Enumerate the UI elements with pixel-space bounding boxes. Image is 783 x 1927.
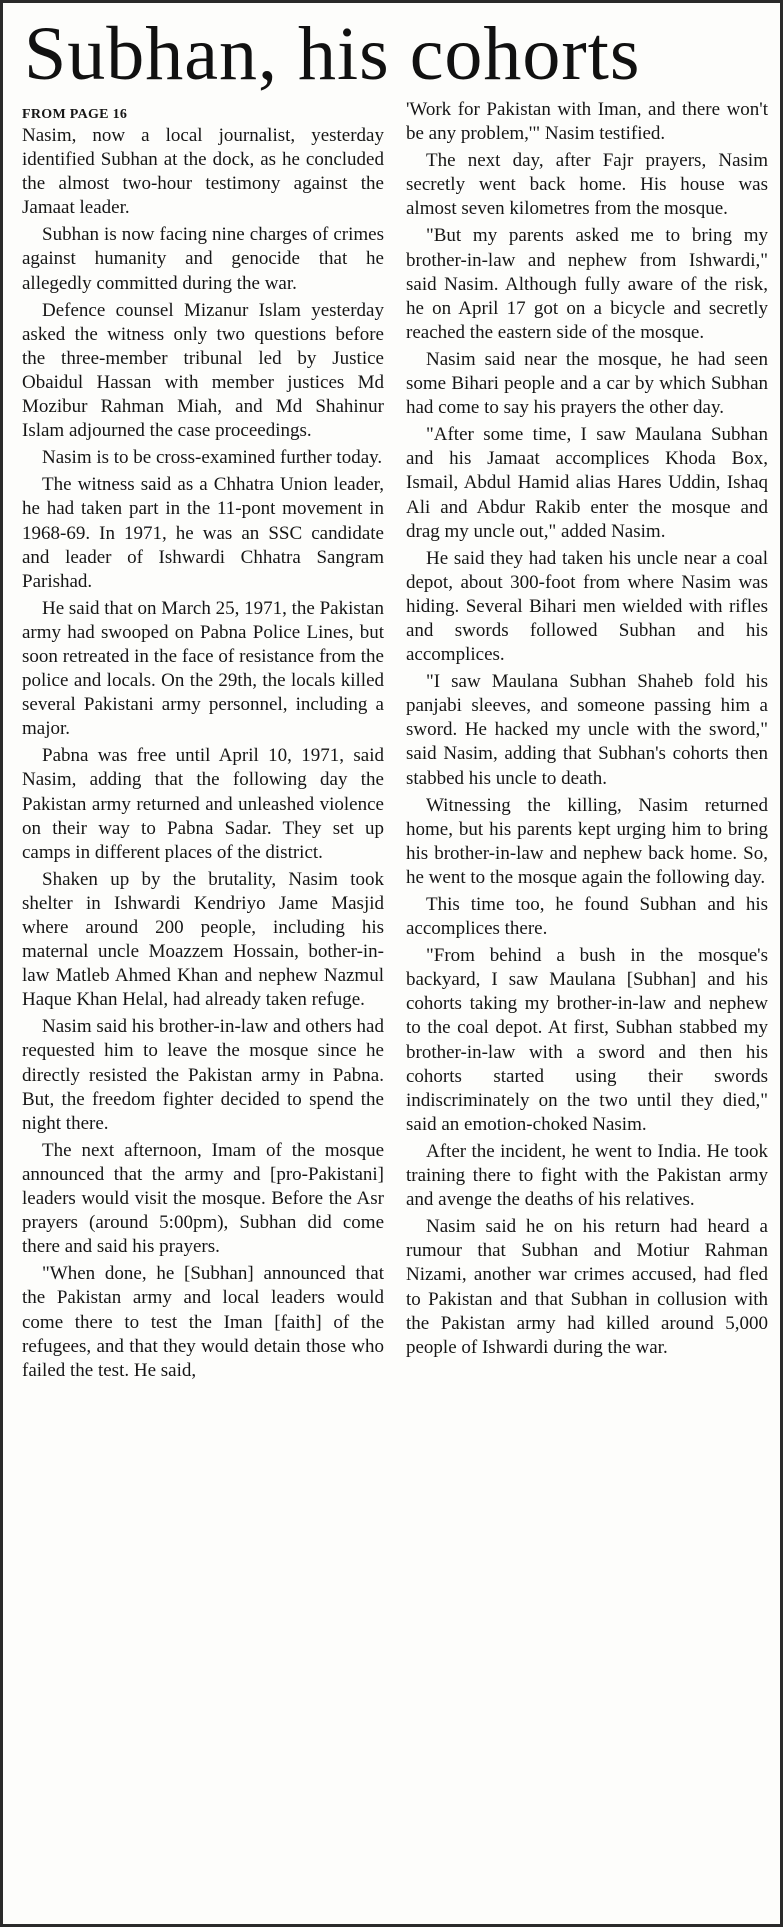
article-paragraph: "I saw Maulana Subhan Shaheb fold his panjabi sleeves, and someone passing him a sword. He hacked my uncle with the sword," said Nasim, adding that Subhan's cohorts then stabbed his uncle to death. bbox=[406, 671, 768, 789]
article-paragraph: Subhan is now facing nine charges of crimes against humanity and genocide that he allegedly committed during the war. bbox=[22, 224, 384, 294]
border-top bbox=[0, 0, 783, 3]
article-paragraph: Defence counsel Mizanur Islam yesterday asked the witness only two questions before the three-member tribunal led by Justice Obaidul Hassan with member justices Md Mozibur Rahman Miah, and Md Shahinur Islam adjourned the case proceedings. bbox=[22, 299, 384, 442]
continuation-kicker: FROM PAGE 16 bbox=[22, 107, 128, 122]
article-paragraph: 'Work for Pakistan with Iman, and there won't be any problem,'" Nasim testified. bbox=[406, 99, 768, 145]
headline: Subhan, his cohorts bbox=[24, 12, 641, 96]
article-paragraph: This time too, he found Subhan and his accomplices there. bbox=[406, 894, 768, 940]
article-paragraph: Shaken up by the brutality, Nasim took shelter in Ishwardi Kendriyo Jame Masjid where around 200 people, including his maternal uncle Moazzem Hossain, bother-in-law Matleb Ahmed Khan and nephew Nazmul Haque Khan Helal, had already taken refuge. bbox=[22, 868, 384, 1011]
article-paragraph: The next day, after Fajr prayers, Nasim secretly went back home. His house was almost seven kilometres from the mosque. bbox=[406, 150, 768, 220]
article-paragraph: "But my parents asked me to bring my brother-in-law and nephew from Ishwardi," said Nasim. Although fully aware of the risk, he on April 17 got on a bicycle and secretly reached the eastern side of the mosque. bbox=[406, 225, 768, 343]
article-paragraph: Nasim, now a local journalist, yesterday identified Subhan at the dock, as he concluded the almost two-hour testimony against the Jamaat leader. bbox=[22, 125, 384, 219]
article-paragraph: He said that on March 25, 1971, the Pakistan army had swooped on Pabna Police Lines, but soon retreated in the face of resistance from the police and locals. On the 29th, the locals killed several Pakistani army personnel, including a major. bbox=[22, 597, 384, 740]
article-paragraph: After the incident, he went to India. He took training there to fight with the Pakistan army and avenge the deaths of his relatives. bbox=[406, 1140, 768, 1211]
article-paragraph: Nasim is to be cross-examined further today. bbox=[42, 447, 383, 469]
article-paragraph: Nasim said his brother-in-law and others had requested him to leave the mosque since he directly resisted the Pakistan army in Pabna. But, the freedom fighter decided to spend the night there. bbox=[22, 1016, 384, 1134]
article-paragraph: "From behind a bush in the mosque's backyard, I saw Maulana [Subhan] and his cohorts taking my brother-in-law and nephew to the coal depot. At first, Subhan stabbed my brother-in-law with a sword and then his cohorts started using their swords indiscriminately on the two until they died," said an emotion-choked Nasim. bbox=[406, 945, 768, 1135]
article-paragraph: The next afternoon, Imam of the mosque announced that the army and [pro-Pakistani] leaders would visit the mosque. Before the Asr prayers (around 5:00pm), Subhan did come there and said his prayers. bbox=[22, 1139, 384, 1258]
article-paragraph: Witnessing the killing, Nasim returned home, but his parents kept urging him to bring his brother-in-law and nephew back home. So, he went to the mosque again the following day. bbox=[406, 794, 768, 888]
article-paragraph: He said they had taken his uncle near a coal depot, about 300-foot from where Nasim was hiding. Several Bihari men wielded with rifles and swords followed Subhan and his accomplices. bbox=[406, 547, 768, 666]
article-paragraph: Pabna was free until April 10, 1971, said Nasim, adding that the following day the Pakistan army returned and unleashed violence on their way to Pabna Sadar. They set up camps in different places of the district. bbox=[22, 745, 384, 863]
border-left bbox=[0, 0, 3, 1927]
article-paragraph: Nasim said he on his return had heard a rumour that Subhan and Motiur Rahman Nizami, another war crimes accused, had fled to Pakistan and that Subhan in collusion with the Pakistan army had killed around 5,000 people of Ishwardi during the war. bbox=[406, 1216, 768, 1358]
article-column-right bbox=[406, 98, 768, 1363]
article-paragraph: "After some time, I saw Maulana Subhan and his Jamaat accomplices Khoda Box, Ismail, Abdul Hamid alias Hares Uddin, Ishaq Ali and Abdur Rakib enter the mosque and drag my uncle out," added Nasim. bbox=[406, 424, 768, 542]
article-paragraph: The witness said as a Chhatra Union leader, he had taken part in the 11-pont movement in 1968-69. In 1971, he was an SSC candidate and leader of Ishwardi Chhatra Sangram Parishad. bbox=[22, 474, 384, 592]
article-column-left bbox=[22, 106, 384, 1386]
article-paragraph: "When done, he [Subhan] announced that the Pakistan army and local leaders would come there to test the Iman [faith] of the refugees, and that they would detain those who failed the test. He said, bbox=[22, 1263, 384, 1381]
article-paragraph: Nasim said near the mosque, he had seen some Bihari people and a car by which Subhan had come to say his prayers the other day. bbox=[406, 348, 768, 419]
